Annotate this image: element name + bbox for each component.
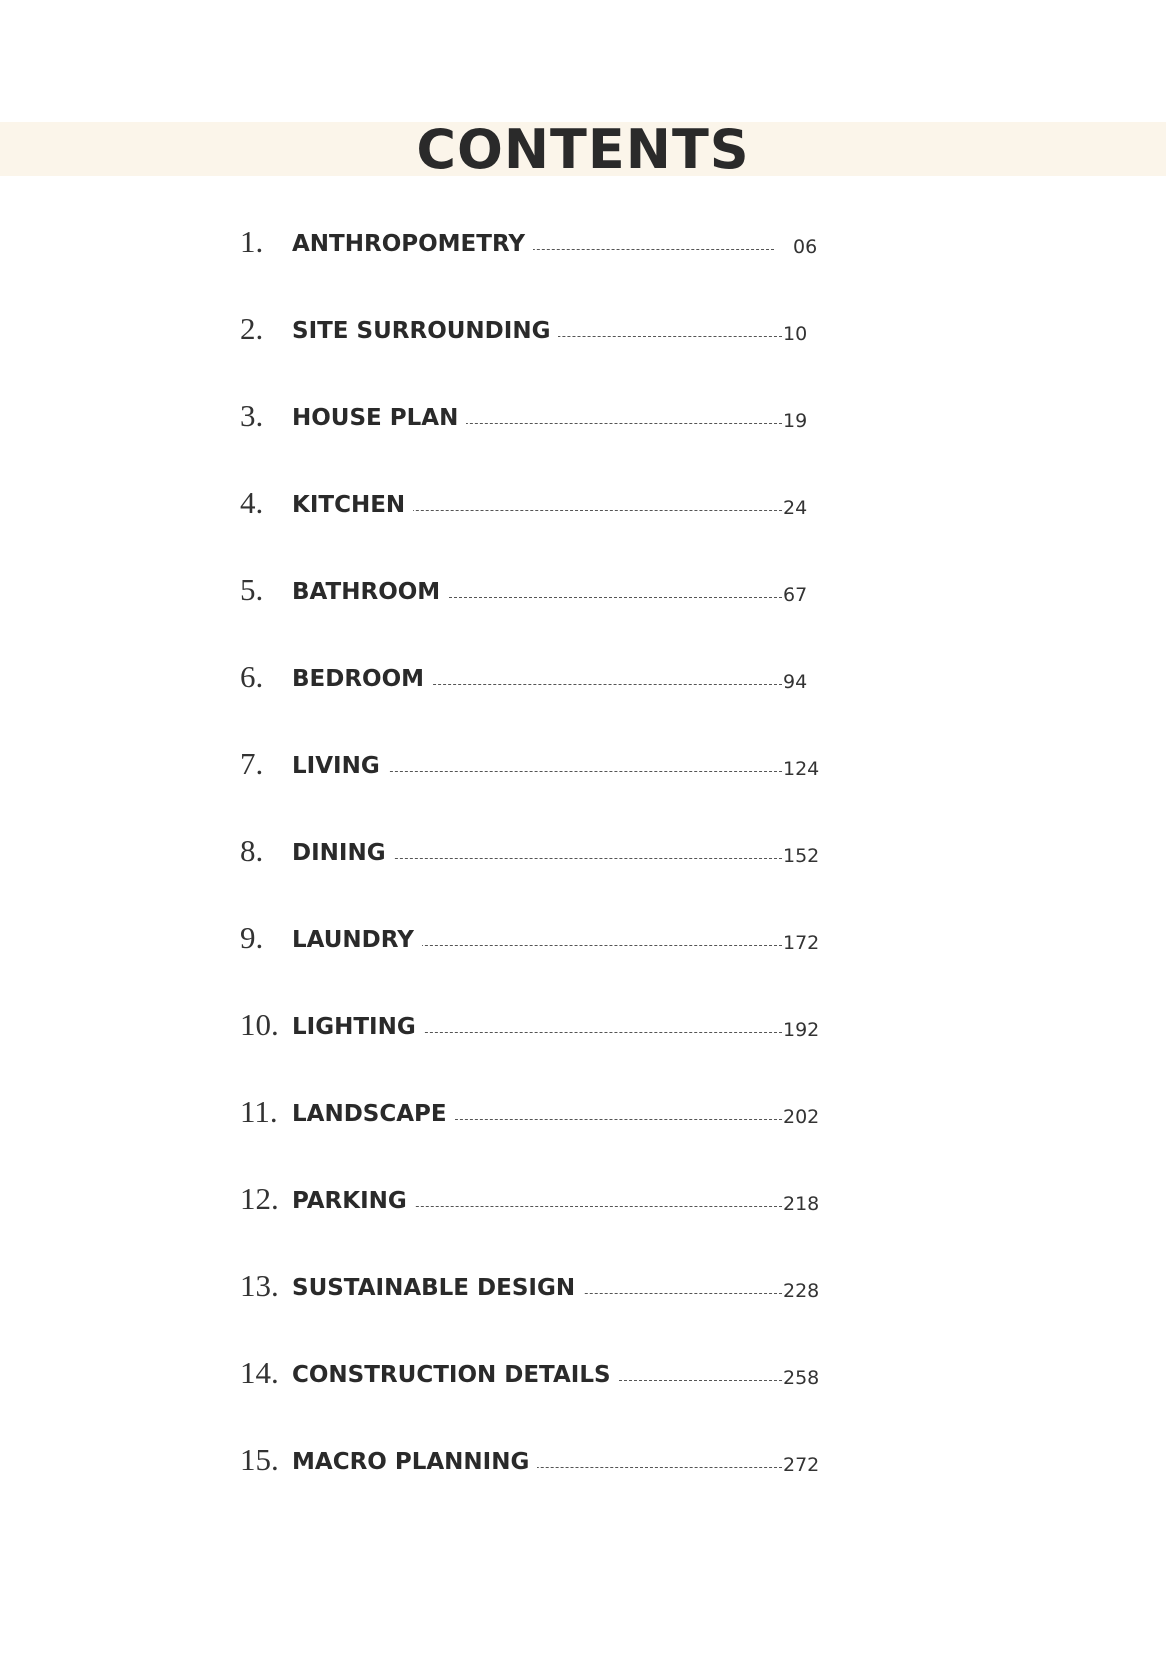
toc-entry-title: LAUNDRY (292, 922, 422, 958)
page-title: CONTENTS (416, 118, 750, 181)
toc-entry[interactable] (240, 831, 840, 871)
toc-entry-page: 24 (783, 497, 808, 519)
toc-entry[interactable] (240, 1353, 840, 1393)
toc-entry[interactable] (240, 1005, 840, 1045)
toc-entry-title: DINING (292, 835, 394, 871)
dotted-leader (390, 1032, 782, 1033)
toc-entry-title: LIVING (292, 748, 388, 784)
toc-entry-page: 172 (783, 932, 820, 954)
toc-entry-title: MACRO PLANNING (292, 1444, 537, 1480)
toc-entry-number: 11. (240, 1094, 278, 1129)
toc-entry[interactable] (240, 483, 840, 523)
toc-entry-page: 228 (783, 1280, 820, 1302)
toc-entry-page: 10 (783, 323, 808, 345)
toc-entry-page: 152 (783, 845, 820, 867)
toc-entry[interactable] (240, 222, 840, 262)
toc-entry[interactable] (240, 309, 840, 349)
toc-entry-title: HOUSE PLAN (292, 400, 466, 436)
dotted-leader (430, 1119, 782, 1120)
toc-entry-page: 94 (783, 671, 808, 693)
toc-entry-page: 258 (783, 1367, 820, 1389)
toc-entry-number: 12. (240, 1181, 279, 1216)
toc-entry[interactable] (240, 1092, 840, 1132)
toc-entry-page: 19 (783, 410, 808, 432)
dotted-leader (506, 1467, 782, 1468)
dotted-leader (430, 423, 782, 424)
toc-entry-title: LANDSCAPE (292, 1096, 455, 1132)
dotted-leader (360, 771, 782, 772)
toc-entry-title: BATHROOM (292, 574, 448, 610)
toc-entry[interactable] (240, 1440, 840, 1480)
toc-entry-number: 6. (240, 659, 264, 694)
toc-entry-title: LIGHTING (292, 1009, 424, 1045)
toc-entry[interactable] (240, 657, 840, 697)
toc-entry-title: KITCHEN (292, 487, 413, 523)
toc-entry-page: 67 (783, 584, 808, 606)
toc-entry-number: 5. (240, 572, 264, 607)
toc-entry[interactable] (240, 918, 840, 958)
toc-entry-title: CONSTRUCTION DETAILS (292, 1357, 619, 1393)
dotted-leader (492, 249, 774, 250)
dotted-leader (408, 684, 782, 685)
toc-entry[interactable] (240, 570, 840, 610)
toc-entry[interactable] (240, 1266, 840, 1306)
toc-entry-title: SUSTAINABLE DESIGN (292, 1270, 583, 1306)
dotted-leader (360, 858, 782, 859)
toc-entry-number: 7. (240, 746, 264, 781)
dotted-leader (386, 1206, 782, 1207)
toc-entry-number: 9. (240, 920, 264, 955)
toc-entry-page: 202 (783, 1106, 820, 1128)
toc-entry[interactable] (240, 744, 840, 784)
toc-entry-title: SITE SURROUNDING (292, 313, 558, 349)
toc-entry-number: 14. (240, 1355, 279, 1390)
toc-entry[interactable] (240, 396, 840, 436)
toc-entry-title: PARKING (292, 1183, 415, 1219)
toc-entry-number: 2. (240, 311, 264, 346)
dotted-leader (390, 945, 782, 946)
toc-entry-number: 3. (240, 398, 264, 433)
toc-entry-number: 15. (240, 1442, 279, 1477)
toc-entry-title: ANTHROPOMETRY (292, 226, 533, 262)
toc-entry-number: 8. (240, 833, 264, 868)
toc-entry[interactable] (240, 1179, 840, 1219)
toc-entry-number: 13. (240, 1268, 279, 1303)
toc-entry-page: 192 (783, 1019, 820, 1041)
toc-entry-page: 124 (783, 758, 820, 780)
toc-entry-number: 10. (240, 1007, 279, 1042)
dotted-leader (386, 510, 782, 511)
toc-entry-number: 1. (240, 224, 264, 259)
toc-entry-title: BEDROOM (292, 661, 432, 697)
toc-entry-page: 06 (793, 236, 818, 258)
toc-entry-page: 272 (783, 1454, 820, 1476)
toc-entry-number: 4. (240, 485, 264, 520)
toc-entry-page: 218 (783, 1193, 820, 1215)
dotted-leader (414, 597, 782, 598)
